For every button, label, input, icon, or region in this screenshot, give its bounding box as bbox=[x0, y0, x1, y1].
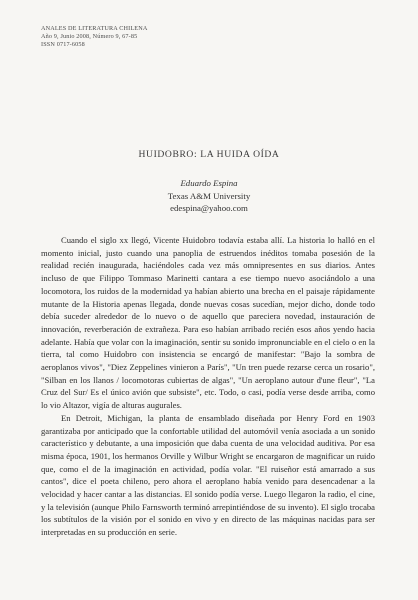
article-title: HUIDOBRO: LA HUIDA OÍDA bbox=[138, 149, 280, 160]
journal-name: ANALES DE LITERATURA CHILENA bbox=[41, 25, 148, 32]
byline bbox=[0, 177, 418, 215]
author-email: edespina@yahoo.com bbox=[170, 203, 248, 214]
author-name: Eduardo Espina bbox=[180, 178, 238, 188]
body-paragraph: En Detroit, Michigan, la planta de ensamblado diseñada por Henry Ford en 1903 garantizaba por anticipado que la confortable utilidad del automóvil venía asociada a un sonido característico y debutante, a una imposición que daba cuenta de una velocidad auditiva. Por esa misma época, 1901, los hermanos Orville y Wilbur Wright se encargaron de magnificar un ruido que, como el de la imaginación en actividad, podía volar. "El ruiseñor está amarrado a sus cantos", dice el poeta chileno, pero ahora el aeroplano había venido para desencadenar a la velocidad y hacer cantar a las distancias. El sonido podía verse. Luego llegaron la radio, el cine, y la televisión (aunque Philo Farnsworth terminó arrepintiéndose de su invento). El siglo trocaba los subtítulos de la visión por el sonido en vivo y en directo de las máquinas nacidas para ser interpretadas en su producción en serie. bbox=[41, 412, 375, 538]
body-paragraph: Cuando el siglo xx llegó, Vicente Huidobro todavía estaba allí. La historia lo halló en el momento inicial, justo cuando una panoplia de estruendos inéditos tomaba posesión de la realidad recién inaugurada, haciéndoles cada vez más omnipresentes en sus diarios. Antes incluso de que Filippo Tommaso Marinetti cantara a ese tiempo nuevo asociándolo a una locomotora, los ruidos de la modernidad ya habían abierto una brecha en el paisaje rápidamente mutante de la Historia apenas llegada, donde nuevas cosas sucedían, mejor dicho, donde todo debía suceder alrededor de lo nuevo o de aquello que pareciera novedad, instauración de innovación, reverberación de extrañeza. Para eso habían arribado recién esos años yendo hacia adelante. Había que volar con la imaginación, sentir su sonido impronunciable en el cielo o en la tierra, tal como Huidobro con insistencia se encargó de manifestar: "Bajo la sombra de aeroplanos vivos", "Diez Zeppelines vinieron a París", "Un tren puede rezarse cerca un rosario", "Silban en los llanos / locomotoras cubiertas de algas", "Un aeroplano autour d'une fleur", "La Cruz del Sur/ Es el único avión que subsiste", etc. Todo, o casi, podía verse desde arriba, como lo vio Altazor, vigía de alturas augurales. bbox=[41, 235, 375, 411]
running-head bbox=[41, 25, 147, 50]
issn: ISSN 0717-6058 bbox=[41, 41, 85, 49]
article-body bbox=[41, 234, 375, 539]
issue-info: Año 9, Junio 2008, Número 9, 67-85 bbox=[41, 33, 138, 41]
author-affiliation: Texas A&M University bbox=[167, 190, 251, 201]
